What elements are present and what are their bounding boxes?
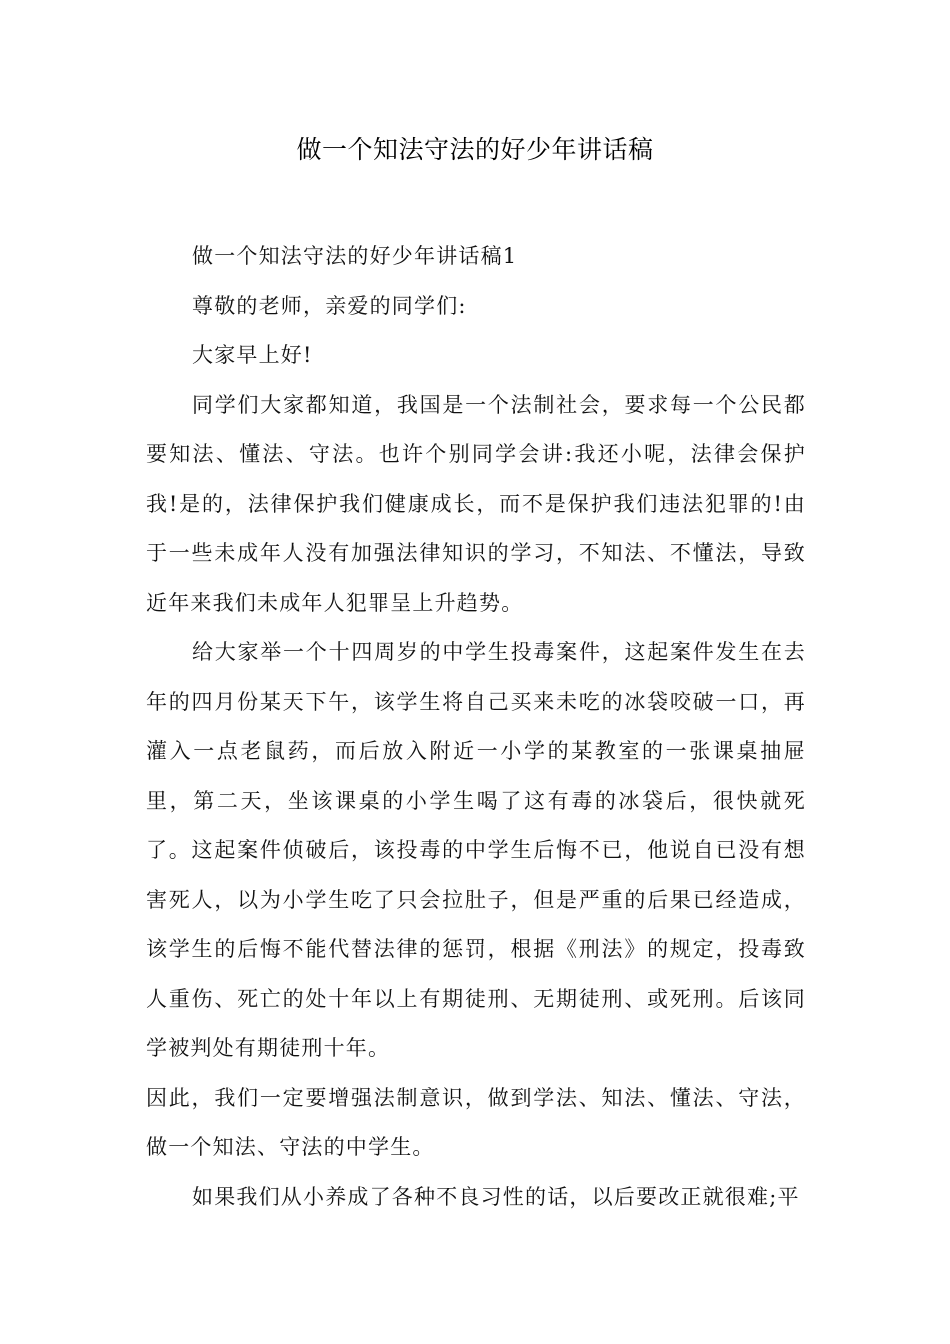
subtitle-paragraph: 做一个知法守法的好少年讲话稿1 — [192, 244, 518, 268]
body-paragraph: 如果我们从小养成了各种不良习性的话，以后要改正就很难;平 — [192, 1184, 800, 1209]
salutation-paragraph: 尊敬的老师，亲爱的同学们: — [192, 293, 467, 318]
document-body — [146, 232, 806, 1222]
document-title: 做一个知法守法的好少年讲话稿 — [296, 135, 654, 164]
body-paragraph: 因此，我们一定要增强法制意识，做到学法、知法、懂法、守法，做一个知法、守法的中学生。 — [146, 1085, 806, 1159]
body-paragraph: 同学们大家都知道，我国是一个法制社会，要求每一个公民都要知法、懂法、守法。也许个别同学会讲:我还小呢，法律会保护我!是的，法律保护我们健康成长，而不是保护我们违法犯罪的!由于一些未成年人没有加强法律知识的学习，不知法、不懂法，导致近年来我们未成年人犯罪呈上升趋势。 — [146, 392, 806, 615]
greeting-paragraph: 大家早上好! — [192, 343, 313, 367]
body-paragraph: 给大家举一个十四周岁的中学生投毒案件，这起案件发生在去年的四月份某天下午，该学生将自己买来未吃的冰袋咬破一口，再灌入一点老鼠药，而后放入附近一小学的某教室的一张课桌抽屉里，第二天，坐该课桌的小学生喝了这有毒的冰袋后，很快就死了。这起案件侦破后，该投毒的中学生后悔不已，他说自已没有想害死人，以为小学生吃了只会拉肚子，但是严重的后果已经造成，该学生的后悔不能代替法律的惩罚，根据《刑法》的规定，投毒致人重伤、死亡的处十年以上有期徒刑、无期徒刑、或死刑。后该同学被判处有期徒刑十年。 — [146, 640, 806, 1060]
